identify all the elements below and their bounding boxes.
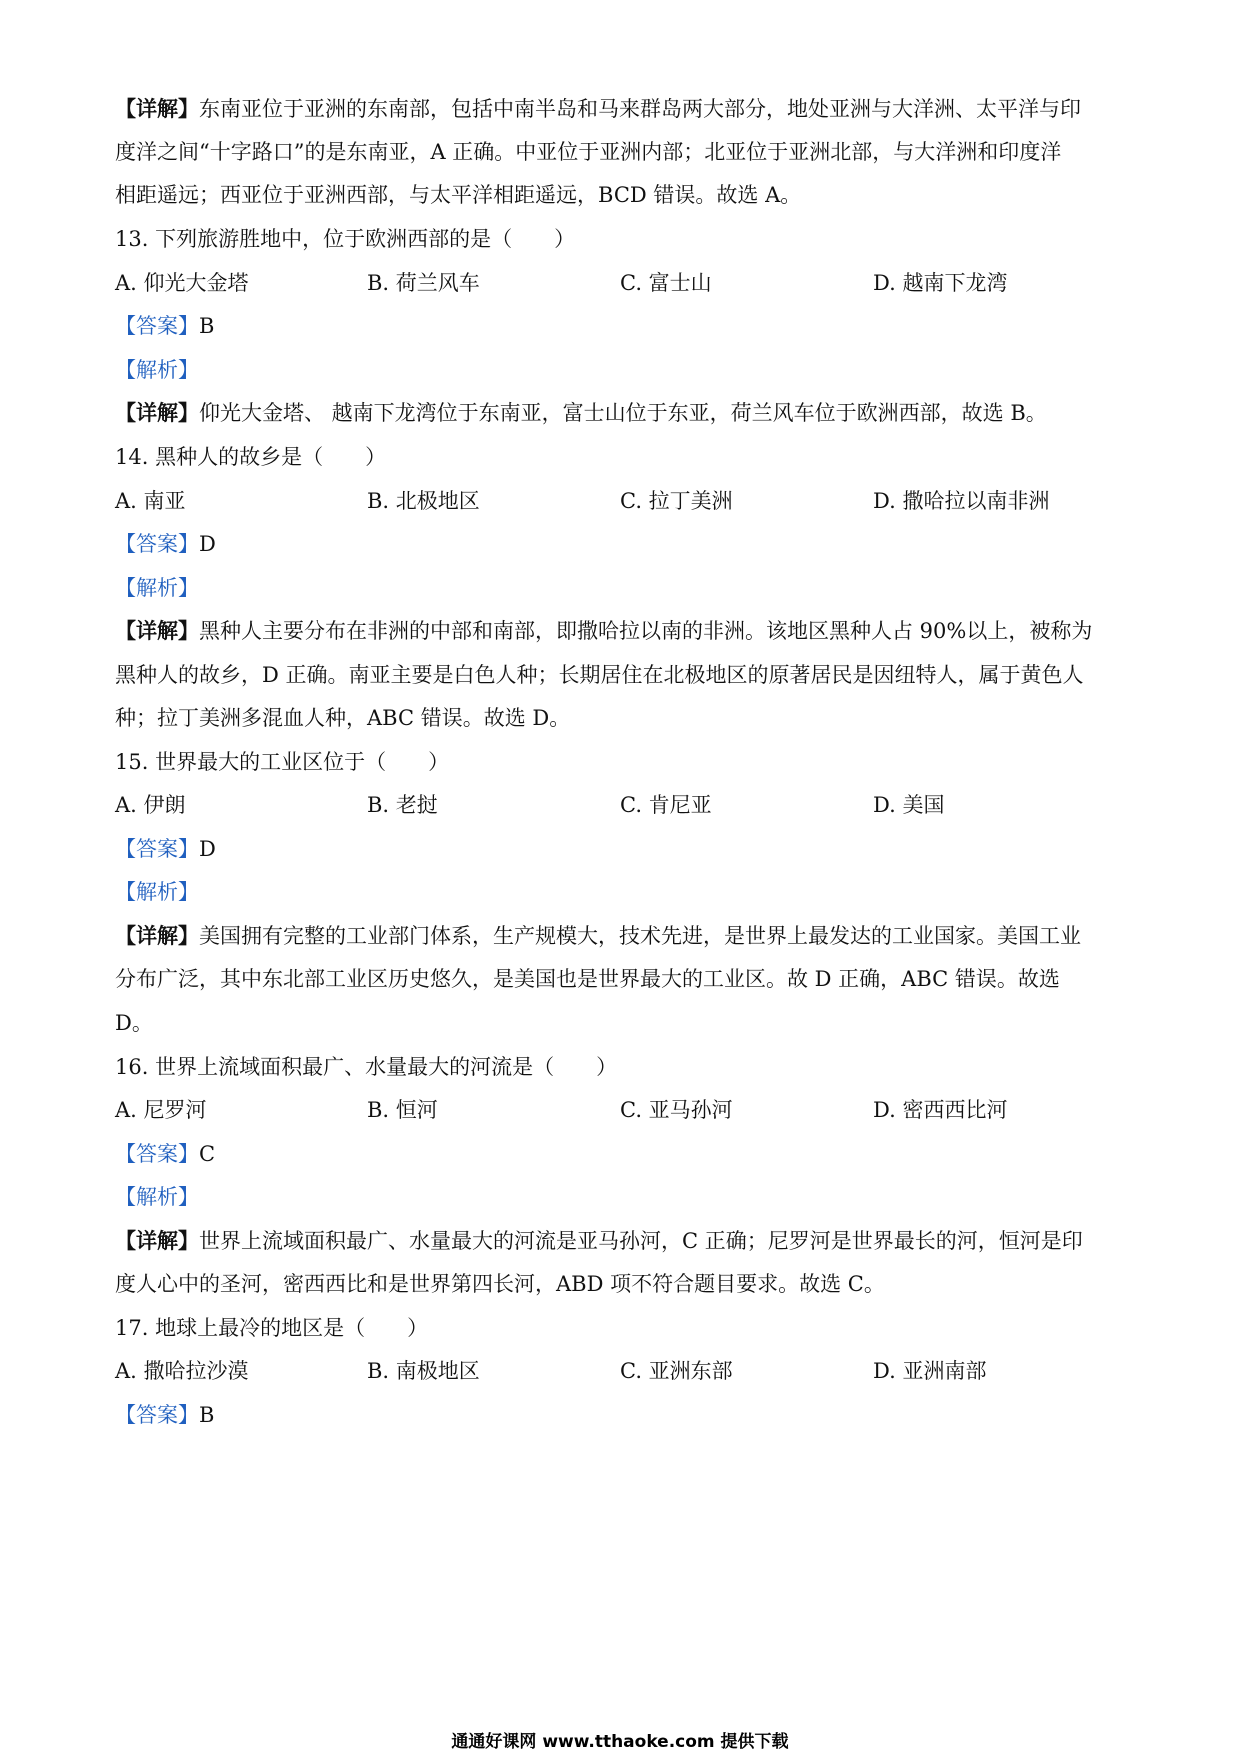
analysis-tag: 【解析】 bbox=[115, 1185, 199, 1209]
q17-option-a: A. 撒哈拉沙漠 bbox=[115, 1359, 249, 1383]
q16-analysis bbox=[115, 1182, 1125, 1212]
answer-value: D bbox=[199, 837, 216, 861]
detail-tag: 【详解】 bbox=[115, 923, 199, 948]
answer-tag: 【答案】 bbox=[115, 1403, 199, 1427]
q13-detail-line-1: 【详解】仰光大金塔、 越南下龙湾位于东南亚，富士山位于东亚，荷兰风车位于欧洲西部，故选 B。 bbox=[115, 400, 1047, 425]
answer-value: D bbox=[199, 532, 216, 556]
q16-option-c: C. 亚马孙河 bbox=[620, 1098, 733, 1122]
q13-option-b: B. 荷兰风车 bbox=[367, 271, 480, 295]
q16-detail-line-1: 【详解】世界上流域面积最广、水量最大的河流是亚马孙河，C 正确；尼罗河是世界最长的河，恒河是印 bbox=[115, 1228, 1083, 1253]
footer-source: 通通好课网 www.tthaoke.com 提供下载 bbox=[451, 1732, 789, 1752]
q17-option-c: C. 亚洲东部 bbox=[620, 1359, 733, 1383]
q15-stem: 15. 世界最大的工业区位于（ ） bbox=[115, 750, 450, 774]
q12-detail-line-2: 度洋之间“十字路口”的是东南亚，A 正确。中亚位于亚洲内部；北亚位于亚洲北部，与大洋洲和印度洋 bbox=[115, 140, 1062, 164]
q14-detail-line-3: 种；拉丁美洲多混血人种，ABC 错误。故选 D。 bbox=[115, 706, 571, 730]
q16-option-a: A. 尼罗河 bbox=[115, 1098, 207, 1122]
answer-tag: 【答案】 bbox=[115, 314, 199, 338]
q12-detail-line-1: 【详解】东南亚位于亚洲的东南部，包括中南半岛和马来群岛两大部分，地处亚洲与大洋洲、太平洋与印 bbox=[115, 96, 1081, 121]
answer-tag: 【答案】 bbox=[115, 837, 199, 861]
q14-detail-line-1: 【详解】黑种人主要分布在非洲的中部和南部，即撒哈拉以南的非洲。该地区黑种人占 90%以上，被称为 bbox=[115, 618, 1093, 643]
q13-analysis bbox=[115, 355, 1125, 385]
q12-detail-line-3: 相距遥远；西亚位于亚洲西部，与太平洋相距遥远，BCD 错误。故选 A。 bbox=[115, 183, 802, 207]
answer-value: B bbox=[199, 1403, 215, 1427]
q17-option-d: D. 亚洲南部 bbox=[873, 1359, 987, 1383]
q14-option-a: A. 南亚 bbox=[115, 489, 186, 513]
answer-tag: 【答案】 bbox=[115, 532, 199, 556]
answer-value: C bbox=[199, 1142, 216, 1166]
q13-option-a: A. 仰光大金塔 bbox=[115, 271, 249, 295]
analysis-tag: 【解析】 bbox=[115, 358, 199, 382]
detail-tag: 【详解】 bbox=[115, 618, 199, 643]
analysis-tag: 【解析】 bbox=[115, 576, 199, 600]
q15-option-b: B. 老挝 bbox=[367, 793, 438, 817]
q16-stem: 16. 世界上流域面积最广、水量最大的河流是（ ） bbox=[115, 1055, 618, 1079]
q17-option-b: B. 南极地区 bbox=[367, 1359, 480, 1383]
q13-option-d: D. 越南下龙湾 bbox=[873, 271, 1008, 295]
q15-answer bbox=[115, 834, 1125, 864]
detail-tag: 【详解】 bbox=[115, 400, 199, 425]
answer-tag: 【答案】 bbox=[115, 1142, 199, 1166]
q14-answer bbox=[115, 529, 1125, 559]
q16-answer bbox=[115, 1139, 1125, 1169]
q15-detail-line-2: 分布广泛，其中东北部工业区历史悠久，是美国也是世界最大的工业区。故 D 正确，ABC 错误。故选 bbox=[115, 967, 1060, 991]
q14-option-c: C. 拉丁美洲 bbox=[620, 489, 733, 513]
q15-detail-line-1: 【详解】美国拥有完整的工业部门体系，生产规模大，技术先进，是世界上最发达的工业国家。美国工业 bbox=[115, 923, 1081, 948]
q14-stem: 14. 黑种人的故乡是（ ） bbox=[115, 445, 387, 469]
analysis-tag: 【解析】 bbox=[115, 880, 199, 904]
q16-option-d: D. 密西西比河 bbox=[873, 1098, 1008, 1122]
q16-option-b: B. 恒河 bbox=[367, 1098, 438, 1122]
q14-option-d: D. 撒哈拉以南非洲 bbox=[873, 489, 1050, 513]
answer-value: B bbox=[199, 314, 215, 338]
q17-answer bbox=[115, 1400, 1125, 1430]
q14-option-b: B. 北极地区 bbox=[367, 489, 480, 513]
q15-option-d: D. 美国 bbox=[873, 793, 945, 817]
q14-detail-line-2: 黑种人的故乡，D 正确。南亚主要是白色人种；长期居住在北极地区的原著居民是因纽特人，属于黄色人 bbox=[115, 663, 1084, 687]
q13-answer bbox=[115, 311, 1125, 341]
q17-stem: 17. 地球上最冷的地区是（ ） bbox=[115, 1316, 429, 1340]
q15-option-c: C. 肯尼亚 bbox=[620, 793, 712, 817]
q13-option-c: C. 富士山 bbox=[620, 271, 712, 295]
q15-option-a: A. 伊朗 bbox=[115, 793, 186, 817]
q14-analysis bbox=[115, 573, 1125, 603]
detail-tag: 【详解】 bbox=[115, 1228, 199, 1253]
detail-tag: 【详解】 bbox=[115, 96, 199, 121]
q16-detail-line-2: 度人心中的圣河，密西西比和是世界第四长河，ABD 项不符合题目要求。故选 C。 bbox=[115, 1272, 885, 1296]
q13-stem: 13. 下列旅游胜地中，位于欧洲西部的是（ ） bbox=[115, 227, 576, 251]
q15-detail-line-3: D。 bbox=[115, 1011, 153, 1035]
q15-analysis bbox=[115, 877, 1125, 907]
